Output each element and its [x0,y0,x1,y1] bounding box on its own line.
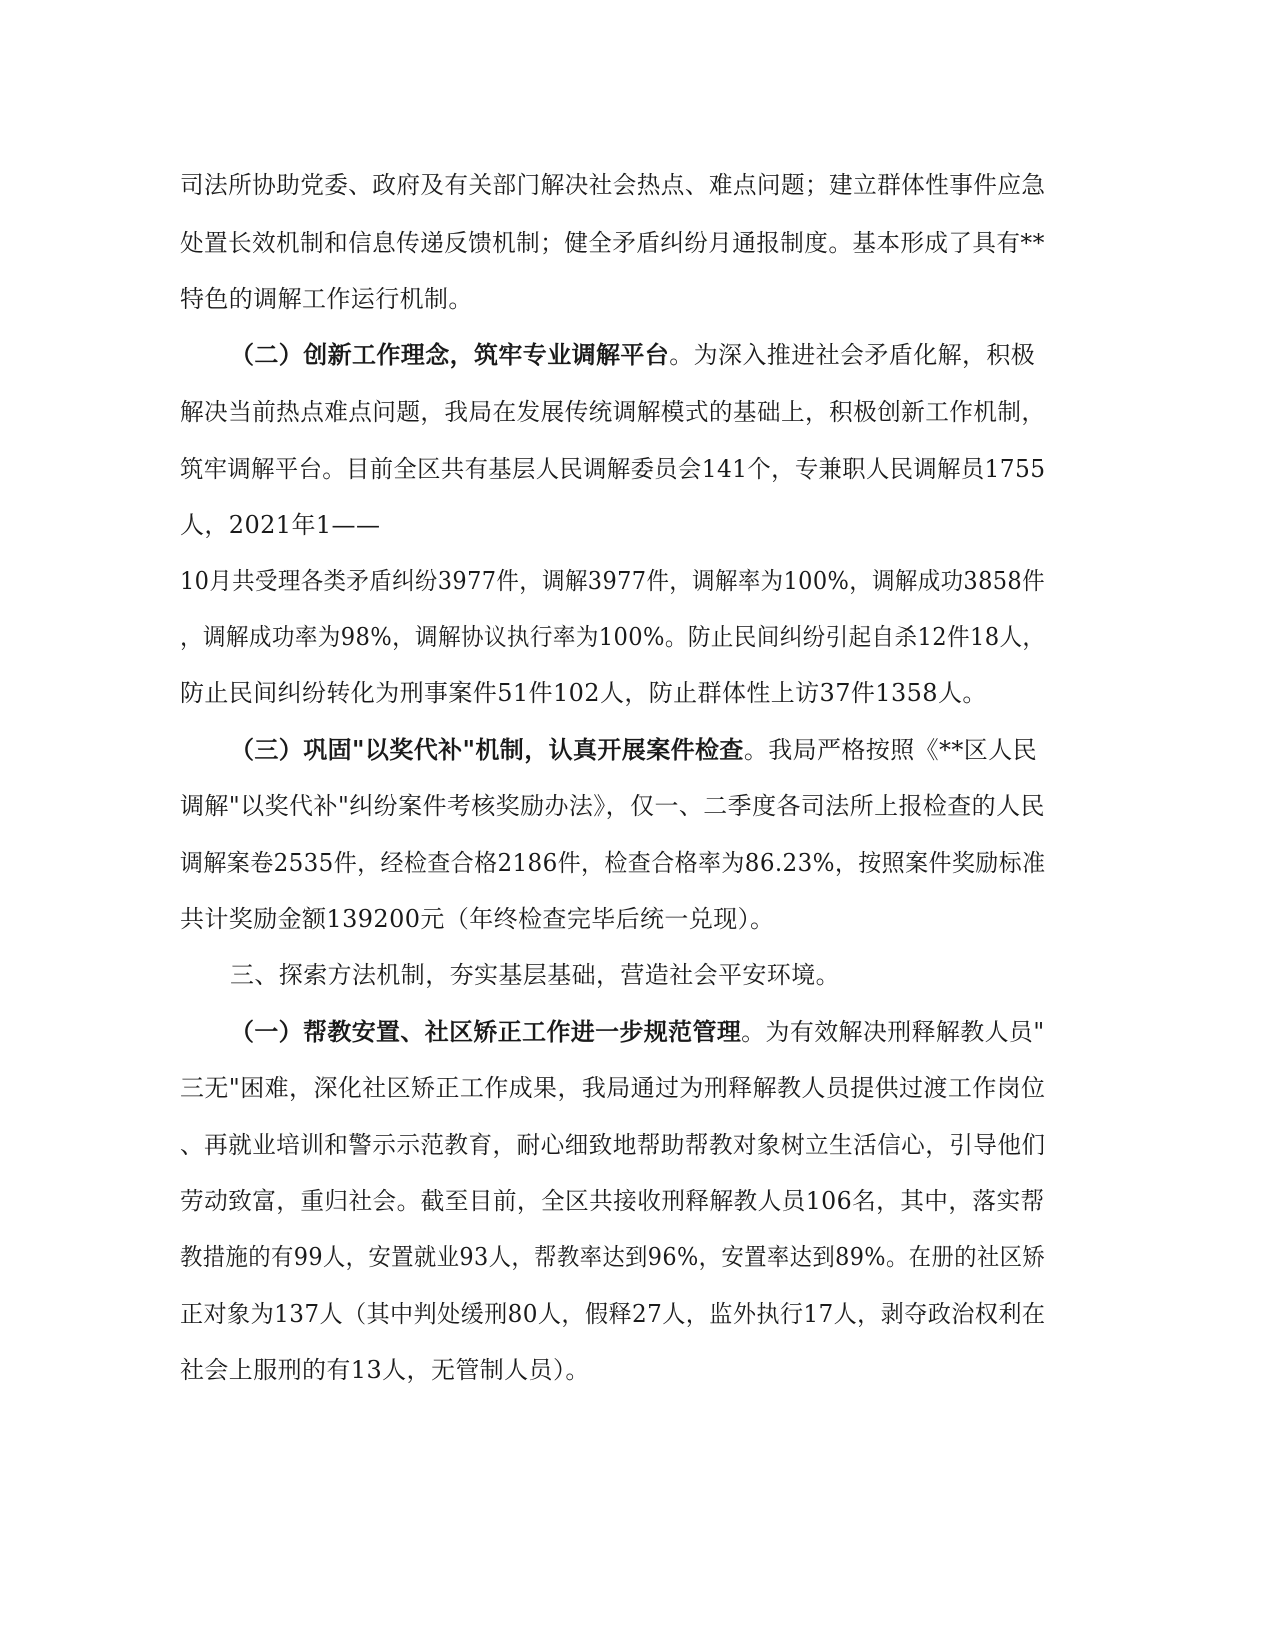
body-text: 。我局严格按照《**区人民 [743,736,1038,764]
section-heading-1: （一）帮教安置、社区矫正工作进一步规范管理 [230,1017,742,1046]
section-paragraph-3-first-line [230,734,1037,766]
body-line: 正对象为137人（其中判处缓刑80人，假释27人，监外执行17人，剥夺政治权利在 [180,1300,1046,1328]
section-paragraph-1-first-line [230,1016,1045,1048]
body-text: 。为有效解决刑释解教人员" [741,1018,1045,1046]
body-line: 筑牢调解平台。目前全区共有基层人民调解委员会141个，专兼职人民调解员1755 [180,455,1046,483]
body-line: 处置长效机制和信息传递反馈机制；健全矛盾纠纷月通报制度。基本形成了具有** [180,229,1045,257]
section-heading-2: （二）创新工作理念，筑牢专业调解平台 [230,340,670,369]
body-line: 调解案卷2535件，经检查合格2186件，检查合格率为86.23%，按照案件奖励标准 [180,849,1046,877]
section-heading-3: （三）巩固"以奖代补"机制，认真开展案件检查 [230,735,744,764]
body-line: 共计奖励金额139200元（年终检查完毕后统一兑现）。 [180,905,775,933]
body-line: 社会上服刑的有13人，无管制人员）。 [180,1356,590,1384]
chapter-heading-3: 三、探索方法机制，夯实基层基础，营造社会平安环境。 [230,961,840,989]
body-line: 人，2021年1—— [180,511,381,539]
body-line: 劳动致富，重归社会。截至目前，全区共接收刑释解教人员106名，其中，落实帮 [180,1187,1045,1215]
body-line: 特色的调解工作运行机制。 [180,285,473,313]
body-line: 解决当前热点难点问题，我局在发展传统调解模式的基础上，积极创新工作机制， [180,398,1046,426]
section-paragraph-2-first-line [230,339,1035,371]
body-line: 教措施的有99人，安置就业93人，帮教率达到96%，安置率达到89%。在册的社区矫 [180,1243,1046,1271]
body-line: 防止民间纠纷转化为刑事案件51件102人，防止群体性上访37件1358人。 [180,679,987,707]
body-line: ，调解成功率为98%，调解协议执行率为100%。防止民间纠纷引起自杀12件18人， [180,623,1046,651]
body-line: 10月共受理各类矛盾纠纷3977件，调解3977件，调解率为100%，调解成功3858件 [180,567,1045,595]
body-line: 、再就业培训和警示示范教育，耐心细致地帮助帮教对象树立生活信心，引导他们 [180,1131,1046,1159]
body-line: 调解"以奖代补"纠纷案件考核奖励办法》，仅一、二季度各司法所上报检查的人民 [180,792,1045,820]
body-text: 。为深入推进社会矛盾化解，积极 [669,341,1036,369]
body-line: 三无"困难，深化社区矫正工作成果，我局通过为刑释解教人员提供过渡工作岗位 [180,1074,1046,1102]
body-line: 司法所协助党委、政府及有关部门解决社会热点、难点问题；建立群体性事件应急 [180,171,1046,199]
